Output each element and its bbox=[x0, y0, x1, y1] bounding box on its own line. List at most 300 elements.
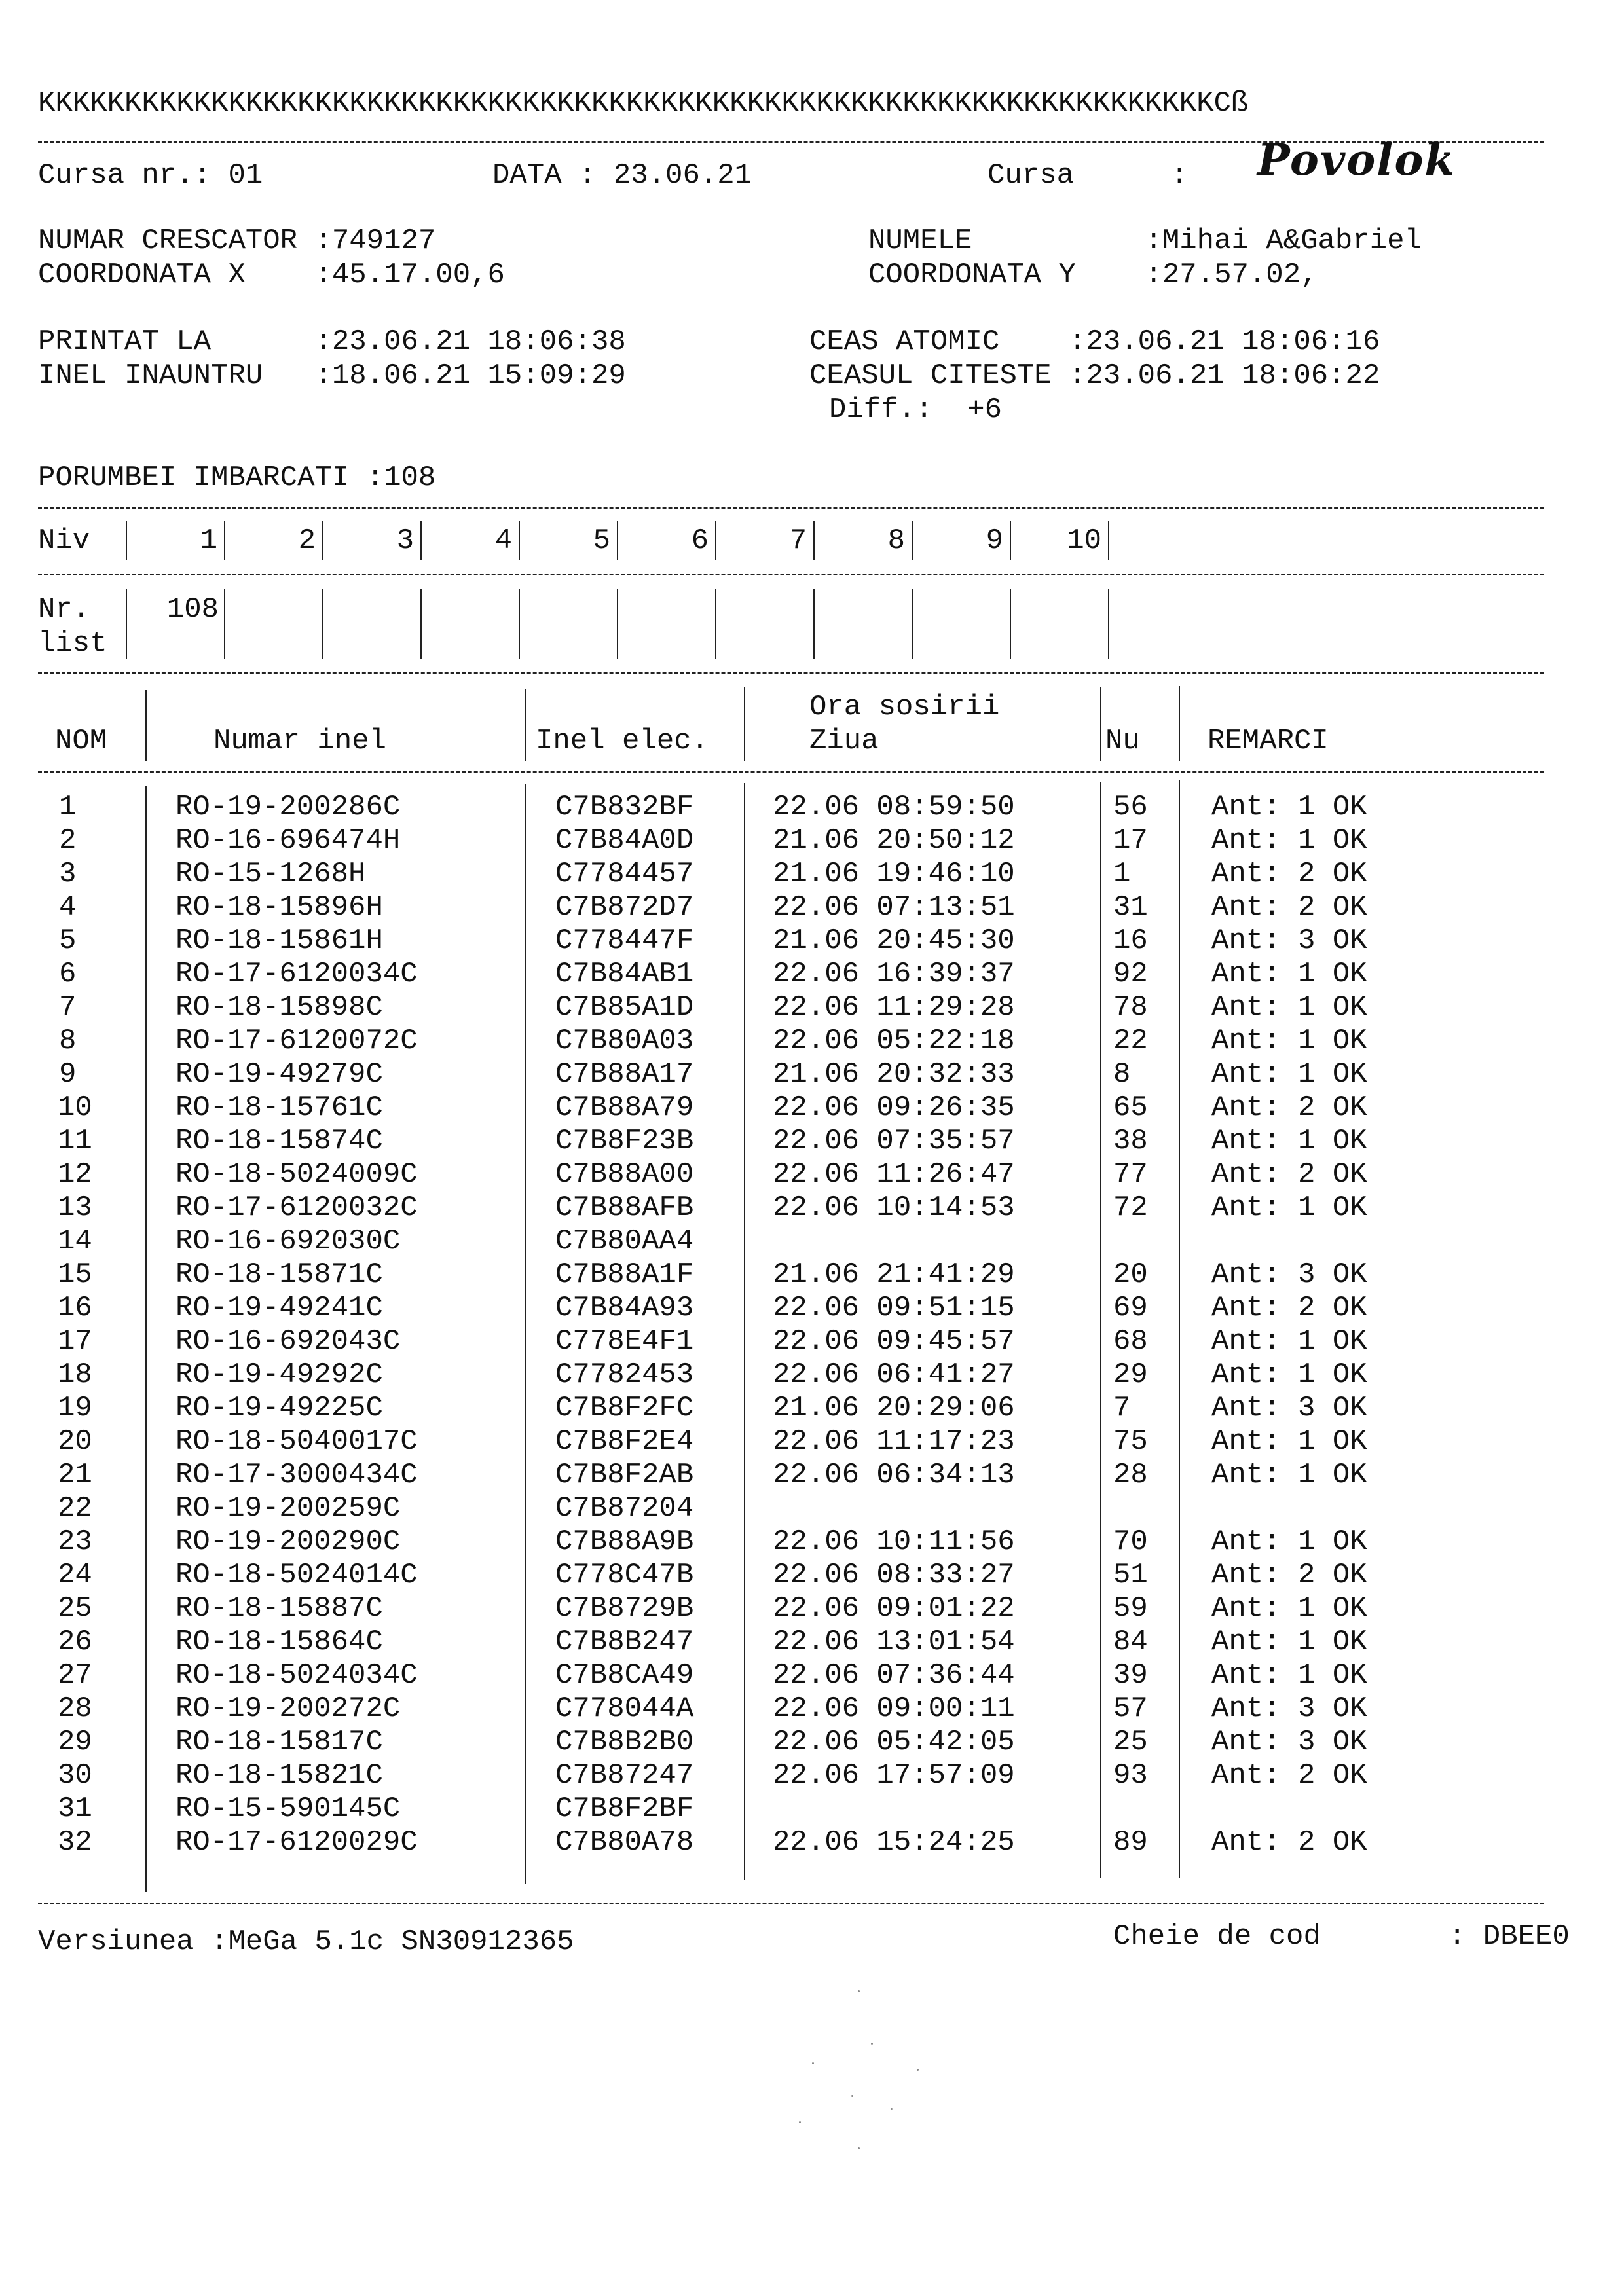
arrival-time: 21.06 20:50:12 bbox=[773, 824, 1015, 857]
table-row bbox=[0, 1459, 1624, 1492]
electronic-ring: C7B8F2BF bbox=[555, 1793, 694, 1825]
arrival-rank: 8 bbox=[1113, 1058, 1131, 1091]
level-divider bbox=[715, 589, 716, 659]
divider bbox=[38, 672, 1544, 674]
electronic-ring: C7B832BF bbox=[555, 791, 694, 824]
level-divider bbox=[912, 521, 913, 560]
table-row bbox=[0, 991, 1624, 1025]
level-column-header: 10 bbox=[1067, 524, 1101, 557]
column-header-remarci: REMARCI bbox=[1208, 725, 1329, 757]
code-key-value: : DBEE0 bbox=[1449, 1920, 1570, 1953]
breeder-number: NUMAR CRESCATOR :749127 bbox=[38, 225, 436, 257]
ring-number: RO-18-15887C bbox=[175, 1592, 383, 1625]
ring-number: RO-19-49279C bbox=[175, 1058, 383, 1091]
clock-reads: CEASUL CITESTE :23.06.21 18:06:22 bbox=[809, 359, 1380, 392]
arrival-time: 22.06 09:45:57 bbox=[773, 1325, 1015, 1358]
ring-number: RO-19-200290C bbox=[175, 1525, 401, 1558]
arrival-rank: 72 bbox=[1113, 1192, 1148, 1224]
arrival-time: 22.06 15:24:25 bbox=[773, 1826, 1015, 1859]
electronic-ring: C778044A bbox=[555, 1692, 694, 1725]
electronic-ring: C7B872D7 bbox=[555, 891, 694, 924]
column-header-ora-sosirii: Ora sosirii bbox=[809, 691, 1000, 723]
electronic-ring: C7B8F23B bbox=[555, 1125, 694, 1157]
level-column-header: 4 bbox=[494, 524, 512, 557]
race-date: DATA : 23.06.21 bbox=[492, 159, 752, 192]
electronic-ring: C7B88A00 bbox=[555, 1158, 694, 1191]
column-divider bbox=[1100, 687, 1101, 761]
ring-number: RO-17-3000434C bbox=[175, 1459, 418, 1491]
levels-niv-label: Niv bbox=[38, 524, 90, 557]
arrival-time: 22.06 06:41:27 bbox=[773, 1358, 1015, 1391]
table-row bbox=[0, 1659, 1624, 1692]
ring-number: RO-19-200286C bbox=[175, 791, 401, 824]
arrival-time: 22.06 10:11:56 bbox=[773, 1525, 1015, 1558]
scan-speck bbox=[851, 2095, 853, 2097]
ring-number: RO-19-49225C bbox=[175, 1392, 383, 1425]
level-divider bbox=[420, 589, 422, 659]
column-divider bbox=[1179, 780, 1180, 1878]
row-position: 15 bbox=[58, 1258, 92, 1291]
arrival-rank: 22 bbox=[1113, 1025, 1148, 1057]
ring-number: RO-17-6120034C bbox=[175, 958, 418, 991]
level-column-header: 1 bbox=[200, 524, 217, 557]
level-divider bbox=[1010, 521, 1011, 560]
column-header-ziua: Ziua bbox=[809, 725, 879, 757]
row-position: 10 bbox=[58, 1091, 92, 1124]
race-number: Cursa nr.: 01 bbox=[38, 159, 263, 192]
ring-inside: INEL INAUNTRU :18.06.21 15:09:29 bbox=[38, 359, 626, 392]
arrival-time: 22.06 06:34:13 bbox=[773, 1459, 1015, 1491]
table-row bbox=[0, 891, 1624, 924]
remark: Ant: 2 OK bbox=[1211, 858, 1367, 890]
table-row bbox=[0, 924, 1624, 958]
remark: Ant: 1 OK bbox=[1211, 824, 1367, 857]
level-divider bbox=[1108, 589, 1109, 659]
remark: Ant: 1 OK bbox=[1211, 1459, 1367, 1491]
table-row bbox=[0, 1158, 1624, 1192]
table-row bbox=[0, 958, 1624, 991]
row-position: 27 bbox=[58, 1659, 92, 1692]
table-row bbox=[0, 1726, 1624, 1759]
column-header-inel-elec: Inel elec. bbox=[536, 725, 709, 757]
divider bbox=[38, 507, 1544, 509]
column-divider bbox=[744, 687, 745, 761]
electronic-ring: C7B80A03 bbox=[555, 1025, 694, 1057]
level-divider bbox=[715, 521, 716, 560]
arrival-time: 22.06 05:22:18 bbox=[773, 1025, 1015, 1057]
column-divider bbox=[525, 689, 526, 761]
arrival-rank: 38 bbox=[1113, 1125, 1148, 1157]
table-row bbox=[0, 791, 1624, 824]
arrival-rank: 7 bbox=[1113, 1392, 1131, 1425]
row-position: 6 bbox=[59, 958, 77, 991]
row-position: 3 bbox=[59, 858, 77, 890]
ring-number: RO-19-200259C bbox=[175, 1492, 401, 1525]
divider bbox=[38, 1903, 1544, 1904]
level-divider bbox=[126, 521, 127, 560]
arrival-rank: 1 bbox=[1113, 858, 1131, 890]
ring-number: RO-19-49292C bbox=[175, 1358, 383, 1391]
remark: Ant: 2 OK bbox=[1211, 1292, 1367, 1324]
table-row bbox=[0, 1358, 1624, 1392]
arrival-rank: 29 bbox=[1113, 1358, 1148, 1391]
printed-at: PRINTAT LA :23.06.21 18:06:38 bbox=[38, 325, 626, 358]
arrival-time: 22.06 11:26:47 bbox=[773, 1158, 1015, 1191]
arrival-time: 22.06 09:26:35 bbox=[773, 1091, 1015, 1124]
coordinate-y: COORDONATA Y :27.57.02, bbox=[868, 259, 1318, 291]
row-position: 32 bbox=[58, 1826, 92, 1859]
table-row bbox=[0, 1225, 1624, 1258]
arrival-time: 22.06 07:35:57 bbox=[773, 1125, 1015, 1157]
arrival-time: 22.06 05:42:05 bbox=[773, 1726, 1015, 1758]
arrival-time: 22.06 07:36:44 bbox=[773, 1659, 1015, 1692]
arrival-time: 22.06 11:29:28 bbox=[773, 991, 1015, 1024]
atomic-clock: CEAS ATOMIC :23.06.21 18:06:16 bbox=[809, 325, 1380, 358]
ring-number: RO-18-15896H bbox=[175, 891, 383, 924]
level-column-header: 8 bbox=[887, 524, 905, 557]
ring-number: RO-18-5024009C bbox=[175, 1158, 418, 1191]
arrival-time: 21.06 21:41:29 bbox=[773, 1258, 1015, 1291]
row-position: 9 bbox=[59, 1058, 77, 1091]
table-row bbox=[0, 1091, 1624, 1125]
scan-speck bbox=[871, 2043, 873, 2045]
column-divider bbox=[145, 786, 147, 1892]
level-divider bbox=[813, 589, 815, 659]
electronic-ring: C7784457 bbox=[555, 858, 694, 890]
table-row bbox=[0, 1258, 1624, 1292]
remark: Ant: 3 OK bbox=[1211, 1692, 1367, 1725]
row-position: 22 bbox=[58, 1492, 92, 1525]
column-divider bbox=[525, 784, 526, 1884]
electronic-ring: C778C47B bbox=[555, 1559, 694, 1592]
electronic-ring: C7B87247 bbox=[555, 1759, 694, 1792]
arrival-rank: 59 bbox=[1113, 1592, 1148, 1625]
arrival-rank: 28 bbox=[1113, 1459, 1148, 1491]
remark: Ant: 2 OK bbox=[1211, 1826, 1367, 1859]
ring-number: RO-17-6120032C bbox=[175, 1192, 418, 1224]
race-label: Cursa bbox=[987, 159, 1075, 192]
row-position: 26 bbox=[58, 1626, 92, 1658]
arrival-rank: 17 bbox=[1113, 824, 1148, 857]
divider bbox=[38, 574, 1544, 575]
row-position: 29 bbox=[58, 1726, 92, 1758]
electronic-ring: C7B88A79 bbox=[555, 1091, 694, 1124]
row-position: 30 bbox=[58, 1759, 92, 1792]
column-divider bbox=[145, 690, 147, 761]
arrival-rank: 70 bbox=[1113, 1525, 1148, 1558]
arrival-rank: 25 bbox=[1113, 1726, 1148, 1758]
level-divider bbox=[519, 521, 520, 560]
remark: Ant: 1 OK bbox=[1211, 958, 1367, 991]
arrival-time: 22.06 17:57:09 bbox=[773, 1759, 1015, 1792]
row-position: 8 bbox=[59, 1025, 77, 1057]
electronic-ring: C7B88AFB bbox=[555, 1192, 694, 1224]
level-divider bbox=[813, 521, 815, 560]
levels-nr-list-label: list bbox=[38, 627, 107, 660]
arrival-rank: 68 bbox=[1113, 1325, 1148, 1358]
electronic-ring: C7B88A17 bbox=[555, 1058, 694, 1091]
row-position: 19 bbox=[58, 1392, 92, 1425]
table-row bbox=[0, 1125, 1624, 1158]
remark: Ant: 1 OK bbox=[1211, 1025, 1367, 1057]
remark: Ant: 1 OK bbox=[1211, 1192, 1367, 1224]
table-row bbox=[0, 1559, 1624, 1592]
remark: Ant: 1 OK bbox=[1211, 1358, 1367, 1391]
level-divider bbox=[126, 589, 127, 659]
ring-number: RO-18-15874C bbox=[175, 1125, 383, 1157]
arrival-time: 21.06 20:29:06 bbox=[773, 1392, 1015, 1425]
ring-number: RO-18-5024014C bbox=[175, 1559, 418, 1592]
ring-number: RO-18-15821C bbox=[175, 1759, 383, 1792]
column-divider bbox=[744, 783, 745, 1880]
remark: Ant: 1 OK bbox=[1211, 1125, 1367, 1157]
level-column-header: 2 bbox=[298, 524, 316, 557]
remark: Ant: 1 OK bbox=[1211, 1626, 1367, 1658]
pigeons-embarked: PORUMBEI IMBARCATI :108 bbox=[38, 462, 436, 494]
electronic-ring: C7B8729B bbox=[555, 1592, 694, 1625]
level-column-header: 3 bbox=[396, 524, 414, 557]
ring-number: RO-15-590145C bbox=[175, 1793, 401, 1825]
ring-number: RO-17-6120072C bbox=[175, 1025, 418, 1057]
row-position: 17 bbox=[58, 1325, 92, 1358]
level-divider bbox=[322, 589, 323, 659]
ring-number: RO-18-15871C bbox=[175, 1258, 383, 1291]
arrival-time: 22.06 16:39:37 bbox=[773, 958, 1015, 991]
coordinate-x: COORDONATA X :45.17.00,6 bbox=[38, 259, 505, 291]
table-row bbox=[0, 1759, 1624, 1793]
column-header-nu: Nu bbox=[1105, 725, 1140, 757]
remark: Ant: 3 OK bbox=[1211, 1726, 1367, 1758]
ring-number: RO-18-15864C bbox=[175, 1626, 383, 1658]
table-row bbox=[0, 1192, 1624, 1225]
electronic-ring: C7B8F2FC bbox=[555, 1392, 694, 1425]
level-divider bbox=[224, 589, 225, 659]
arrival-time: 22.06 09:51:15 bbox=[773, 1292, 1015, 1324]
electronic-ring: C7B88A9B bbox=[555, 1525, 694, 1558]
electronic-ring: C7B8B247 bbox=[555, 1626, 694, 1658]
header-code-line: KKKKKKKKKKKKKKKKKKKKKKKKKKKKKKKKKKKKKKKKKKKKKKKKKKKKKKKKKKKKKKKKKKKKCß bbox=[38, 87, 1249, 120]
row-position: 25 bbox=[58, 1592, 92, 1625]
column-divider bbox=[1100, 782, 1101, 1878]
electronic-ring: C7B8F2E4 bbox=[555, 1425, 694, 1458]
column-header-nom: NOM bbox=[55, 725, 107, 757]
arrival-time: 22.06 07:13:51 bbox=[773, 891, 1015, 924]
column-divider bbox=[1179, 686, 1180, 761]
row-position: 12 bbox=[58, 1158, 92, 1191]
table-row bbox=[0, 1492, 1624, 1525]
arrival-rank: 65 bbox=[1113, 1091, 1148, 1124]
arrival-rank: 77 bbox=[1113, 1158, 1148, 1191]
race-name-handwritten: Povolok bbox=[1257, 134, 1456, 185]
row-position: 4 bbox=[59, 891, 77, 924]
level-divider bbox=[617, 521, 618, 560]
arrival-time: 21.06 20:32:33 bbox=[773, 1058, 1015, 1091]
row-position: 21 bbox=[58, 1459, 92, 1491]
scan-speck bbox=[917, 2069, 919, 2071]
table-row bbox=[0, 1292, 1624, 1325]
level-divider bbox=[224, 521, 225, 560]
electronic-ring: C7B84A93 bbox=[555, 1292, 694, 1324]
remark: Ant: 1 OK bbox=[1211, 791, 1367, 824]
ring-number: RO-18-15898C bbox=[175, 991, 383, 1024]
level-divider bbox=[617, 589, 618, 659]
table-row bbox=[0, 1325, 1624, 1358]
row-position: 11 bbox=[58, 1125, 92, 1157]
software-version: Versiunea :MeGa 5.1c SN30912365 bbox=[38, 1925, 574, 1958]
electronic-ring: C7782453 bbox=[555, 1358, 694, 1391]
arrival-rank: 78 bbox=[1113, 991, 1148, 1024]
remark: Ant: 2 OK bbox=[1211, 1759, 1367, 1792]
table-row bbox=[0, 824, 1624, 858]
remark: Ant: 3 OK bbox=[1211, 924, 1367, 957]
level-column-header: 9 bbox=[986, 524, 1003, 557]
row-position: 20 bbox=[58, 1425, 92, 1458]
table-row bbox=[0, 1025, 1624, 1058]
level-column-header: 7 bbox=[789, 524, 807, 557]
arrival-rank: 51 bbox=[1113, 1559, 1148, 1592]
ring-number: RO-17-6120029C bbox=[175, 1826, 418, 1859]
remark: Ant: 3 OK bbox=[1211, 1392, 1367, 1425]
level-divider bbox=[1010, 589, 1011, 659]
electronic-ring: C7B80A78 bbox=[555, 1826, 694, 1859]
electronic-ring: C7B8B2B0 bbox=[555, 1726, 694, 1758]
ring-number: RO-18-15861H bbox=[175, 924, 383, 957]
row-position: 18 bbox=[58, 1358, 92, 1391]
ring-number: RO-16-692043C bbox=[175, 1325, 401, 1358]
table-row bbox=[0, 1058, 1624, 1091]
ring-number: RO-18-15817C bbox=[175, 1726, 383, 1758]
arrival-rank: 56 bbox=[1113, 791, 1148, 824]
arrival-rank: 92 bbox=[1113, 958, 1148, 991]
remark: Ant: 1 OK bbox=[1211, 1525, 1367, 1558]
arrival-time: 22.06 08:59:50 bbox=[773, 791, 1015, 824]
row-position: 23 bbox=[58, 1525, 92, 1558]
electronic-ring: C7B80AA4 bbox=[555, 1225, 694, 1258]
arrival-time: 22.06 08:33:27 bbox=[773, 1559, 1015, 1592]
remark: Ant: 1 OK bbox=[1211, 1592, 1367, 1625]
breeder-name: NUMELE :Mihai A&Gabriel bbox=[868, 225, 1422, 257]
level-divider bbox=[322, 521, 323, 560]
level-divider bbox=[1108, 521, 1109, 560]
level-column-header: 6 bbox=[691, 524, 709, 557]
clock-diff: Diff.: +6 bbox=[829, 393, 1003, 426]
ring-number: RO-18-5040017C bbox=[175, 1425, 418, 1458]
levels-nr-list-label: Nr. bbox=[38, 593, 90, 626]
remark: Ant: 1 OK bbox=[1211, 991, 1367, 1024]
scan-speck bbox=[799, 2121, 801, 2123]
arrival-rank: 39 bbox=[1113, 1659, 1148, 1692]
level-divider bbox=[519, 589, 520, 659]
electronic-ring: C7B88A1F bbox=[555, 1258, 694, 1291]
remark: Ant: 1 OK bbox=[1211, 1659, 1367, 1692]
level-divider bbox=[420, 521, 422, 560]
level-count: 108 bbox=[166, 593, 219, 626]
remark: Ant: 2 OK bbox=[1211, 1158, 1367, 1191]
arrival-rank: 57 bbox=[1113, 1692, 1148, 1725]
arrival-rank: 93 bbox=[1113, 1759, 1148, 1792]
ring-number: RO-18-5024034C bbox=[175, 1659, 418, 1692]
arrival-rank: 69 bbox=[1113, 1292, 1148, 1324]
divider bbox=[38, 771, 1544, 773]
level-divider bbox=[912, 589, 913, 659]
electronic-ring: C7B84A0D bbox=[555, 824, 694, 857]
remark: Ant: 1 OK bbox=[1211, 1058, 1367, 1091]
table-row bbox=[0, 1793, 1624, 1826]
table-row bbox=[0, 858, 1624, 891]
electronic-ring: C7B8F2AB bbox=[555, 1459, 694, 1491]
electronic-ring: C7B84AB1 bbox=[555, 958, 694, 991]
race-colon: : bbox=[1171, 159, 1189, 192]
row-position: 13 bbox=[58, 1192, 92, 1224]
table-row bbox=[0, 1826, 1624, 1859]
electronic-ring: C778447F bbox=[555, 924, 694, 957]
arrival-rank: 16 bbox=[1113, 924, 1148, 957]
arrival-time: 21.06 20:45:30 bbox=[773, 924, 1015, 957]
row-position: 28 bbox=[58, 1692, 92, 1725]
row-position: 31 bbox=[58, 1793, 92, 1825]
arrival-rank: 20 bbox=[1113, 1258, 1148, 1291]
ring-number: RO-16-696474H bbox=[175, 824, 401, 857]
code-key-label: Cheie de cod bbox=[1113, 1920, 1321, 1953]
remark: Ant: 2 OK bbox=[1211, 891, 1367, 924]
ring-number: RO-16-692030C bbox=[175, 1225, 401, 1258]
remark: Ant: 3 OK bbox=[1211, 1258, 1367, 1291]
row-position: 7 bbox=[59, 991, 77, 1024]
arrival-rank: 89 bbox=[1113, 1826, 1148, 1859]
electronic-ring: C7B85A1D bbox=[555, 991, 694, 1024]
scan-speck bbox=[858, 1990, 860, 1992]
row-position: 24 bbox=[58, 1559, 92, 1592]
arrival-rank: 75 bbox=[1113, 1425, 1148, 1458]
arrival-time: 22.06 13:01:54 bbox=[773, 1626, 1015, 1658]
table-row bbox=[0, 1392, 1624, 1425]
remark: Ant: 2 OK bbox=[1211, 1559, 1367, 1592]
scan-speck bbox=[891, 2108, 893, 2110]
ring-number: RO-19-200272C bbox=[175, 1692, 401, 1725]
electronic-ring: C7B87204 bbox=[555, 1492, 694, 1525]
arrival-time: 21.06 19:46:10 bbox=[773, 858, 1015, 890]
row-position: 5 bbox=[59, 924, 77, 957]
arrival-time: 22.06 09:00:11 bbox=[773, 1692, 1015, 1725]
electronic-ring: C7B8CA49 bbox=[555, 1659, 694, 1692]
scan-speck bbox=[858, 2147, 860, 2149]
remark: Ant: 1 OK bbox=[1211, 1325, 1367, 1358]
remark: Ant: 1 OK bbox=[1211, 1425, 1367, 1458]
table-row bbox=[0, 1692, 1624, 1726]
column-header-numar-inel: Numar inel bbox=[213, 725, 387, 757]
row-position: 16 bbox=[58, 1292, 92, 1324]
arrival-time: 22.06 11:17:23 bbox=[773, 1425, 1015, 1458]
row-position: 1 bbox=[59, 791, 77, 824]
remark: Ant: 2 OK bbox=[1211, 1091, 1367, 1124]
arrival-time: 22.06 10:14:53 bbox=[773, 1192, 1015, 1224]
ring-number: RO-15-1268H bbox=[175, 858, 366, 890]
table-row bbox=[0, 1525, 1624, 1559]
table-row bbox=[0, 1425, 1624, 1459]
row-position: 14 bbox=[58, 1225, 92, 1258]
ring-number: RO-19-49241C bbox=[175, 1292, 383, 1324]
table-row bbox=[0, 1592, 1624, 1626]
ring-number: RO-18-15761C bbox=[175, 1091, 383, 1124]
scan-speck bbox=[812, 2062, 814, 2064]
row-position: 2 bbox=[59, 824, 77, 857]
table-row bbox=[0, 1626, 1624, 1659]
arrival-rank: 31 bbox=[1113, 891, 1148, 924]
electronic-ring: C778E4F1 bbox=[555, 1325, 694, 1358]
arrival-rank: 84 bbox=[1113, 1626, 1148, 1658]
level-column-header: 5 bbox=[593, 524, 610, 557]
arrival-time: 22.06 09:01:22 bbox=[773, 1592, 1015, 1625]
